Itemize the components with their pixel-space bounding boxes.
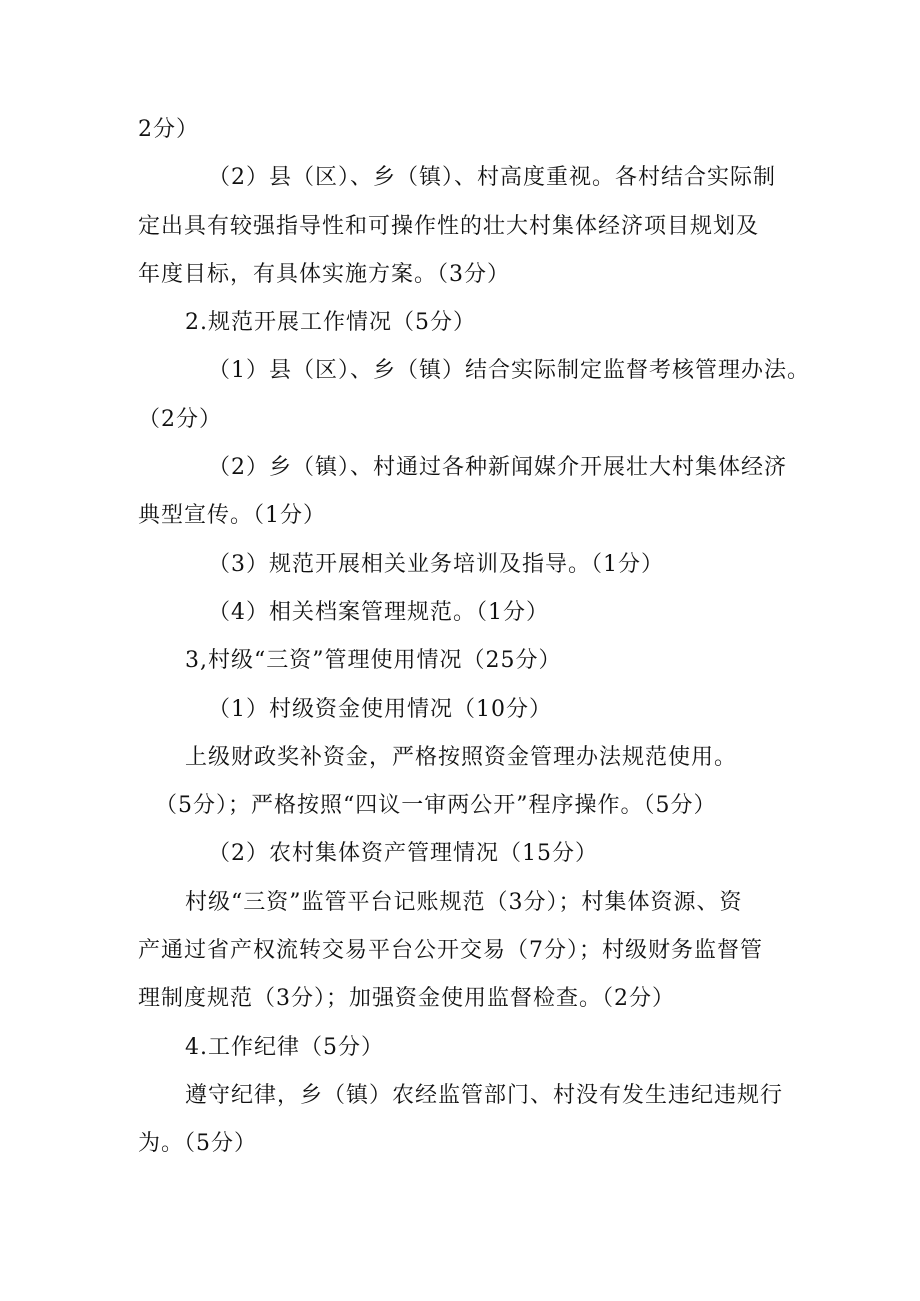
sub-item-line: （3）规范开展相关业务培训及指导。（1分） — [208, 551, 664, 577]
continuation-line: （2分） — [138, 406, 222, 432]
section-heading: 3,村级“三资”管理使用情况（25分） — [185, 648, 562, 674]
paragraph-line: 村级“三资”监管平台记账规范（3分）；村集体资源、资 — [185, 889, 743, 915]
continuation-line: （5分）；严格按照“四议一审两公开”程序操作。（5分） — [155, 793, 717, 819]
paragraph-line: 上级财政奖补资金，严格按照资金管理办法规范使用。 — [185, 744, 738, 770]
section-heading: 2.规范开展工作情况（5分） — [185, 310, 476, 336]
paragraph-line: 遵守纪律，乡（镇）农经监管部门、村没有发生违纪违规行 — [185, 1082, 784, 1108]
sub-item-line: （2）乡（镇）、村通过各种新闻媒介开展壮大村集体经济 — [208, 455, 787, 481]
continuation-line: 典型宣传。（1分） — [138, 503, 326, 529]
sub-item-line: （1）村级资金使用情况（10分） — [208, 696, 552, 722]
document-body — [138, 106, 810, 1169]
continuation-line: 为。（5分） — [138, 1131, 257, 1157]
continuation-line: 年度目标，有具体实施方案。（3分） — [138, 261, 510, 287]
continuation-line: 产通过省产权流转交易平台公开交易（7分）；村级财务监督管 — [138, 938, 763, 964]
section-heading: 4.工作纪律（5分） — [185, 1034, 384, 1060]
continuation-line: 2分） — [138, 117, 199, 142]
sub-item-line: （1）县（区）、乡（镇）结合实际制定监督考核管理办法。 — [208, 358, 810, 384]
continuation-line: 理制度规范（3分）；加强资金使用监督检查。（2分） — [138, 986, 675, 1012]
continuation-line: 定出具有较强指导性和可操作性的壮大村集体经济项目规划及 — [138, 213, 760, 239]
sub-item-line: （4）相关档案管理规范。（1分） — [208, 599, 549, 625]
sub-item-line: （2）农村集体资产管理情况（15分） — [208, 841, 598, 867]
sub-item-line: （2）县（区）、乡（镇）、村高度重视。各村结合实际制 — [208, 165, 776, 191]
